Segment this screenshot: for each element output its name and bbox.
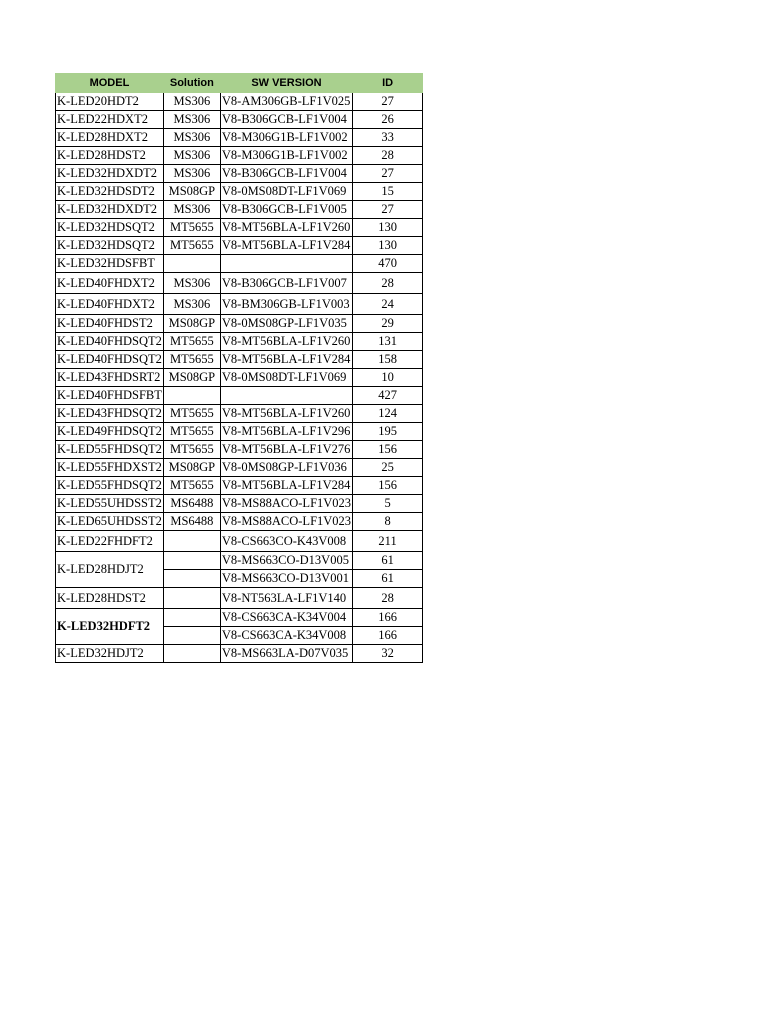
cell-sw-version: V8-MS663LA-D07V035 (220, 645, 352, 663)
table-row (56, 129, 423, 147)
cell-model: K-LED55FHDSQT2 (56, 441, 164, 459)
cell-id: 131 (353, 333, 423, 351)
cell-model: K-LED40FHDXT2 (56, 273, 164, 294)
cell-sw-version: V8-0MS08GP-LF1V035 (220, 315, 352, 333)
cell-sw-version: V8-NT563LA-LF1V140 (220, 588, 352, 609)
cell-model: K-LED65UHDSST2 (56, 513, 164, 531)
cell-solution: MS306 (163, 129, 220, 147)
cell-model: K-LED32HDXDT2 (56, 165, 164, 183)
cell-solution (163, 645, 220, 663)
cell-model: K-LED22HDXT2 (56, 111, 164, 129)
table-row (56, 111, 423, 129)
table-row (56, 237, 423, 255)
cell-solution: MT5655 (163, 351, 220, 369)
table-row (56, 552, 423, 570)
cell-model: K-LED40FHDSFBT (56, 387, 164, 405)
cell-id: 26 (353, 111, 423, 129)
cell-id: 166 (353, 627, 423, 645)
cell-id: 195 (353, 423, 423, 441)
cell-model: K-LED28HDST2 (56, 147, 164, 165)
table-row (56, 405, 423, 423)
cell-sw-version (220, 255, 352, 273)
cell-sw-version: V8-MT56BLA-LF1V284 (220, 477, 352, 495)
cell-model: K-LED43FHDSRT2 (56, 369, 164, 387)
table-row (56, 459, 423, 477)
cell-solution: MT5655 (163, 477, 220, 495)
cell-id: 27 (353, 201, 423, 219)
cell-id: 28 (353, 147, 423, 165)
cell-solution (163, 531, 220, 552)
table-row (56, 513, 423, 531)
cell-sw-version: V8-B306GCB-LF1V004 (220, 165, 352, 183)
cell-model: K-LED32HDSDT2 (56, 183, 164, 201)
cell-sw-version: V8-MS88ACO-LF1V023 (220, 513, 352, 531)
cell-model: K-LED40FHDSQT2 (56, 351, 164, 369)
cell-solution (163, 387, 220, 405)
cell-sw-version: V8-B306GCB-LF1V004 (220, 111, 352, 129)
cell-solution: MS08GP (163, 459, 220, 477)
table-row (56, 165, 423, 183)
table-row (56, 609, 423, 627)
cell-model: K-LED55FHDXST2 (56, 459, 164, 477)
table-row (56, 273, 423, 294)
cell-sw-version: V8-MT56BLA-LF1V260 (220, 333, 352, 351)
cell-model: K-LED40FHDST2 (56, 315, 164, 333)
table-row (56, 315, 423, 333)
table-row (56, 93, 423, 111)
cell-sw-version: V8-MT56BLA-LF1V260 (220, 219, 352, 237)
cell-id: 33 (353, 129, 423, 147)
cell-solution (163, 552, 220, 570)
cell-model: K-LED28HDJT2 (56, 552, 164, 588)
table-row (56, 588, 423, 609)
cell-sw-version: V8-MT56BLA-LF1V284 (220, 237, 352, 255)
header-row (56, 74, 423, 93)
cell-sw-version: V8-M306G1B-LF1V002 (220, 147, 352, 165)
cell-solution: MT5655 (163, 219, 220, 237)
cell-sw-version: V8-MS88ACO-LF1V023 (220, 495, 352, 513)
cell-solution: MT5655 (163, 333, 220, 351)
header-solution: Solution (163, 74, 220, 93)
cell-sw-version: V8-B306GCB-LF1V007 (220, 273, 352, 294)
cell-model: K-LED32HDSFBT (56, 255, 164, 273)
table-row (56, 201, 423, 219)
cell-model: K-LED32HDFT2 (56, 609, 164, 645)
cell-id: 124 (353, 405, 423, 423)
table-row (56, 351, 423, 369)
cell-id: 15 (353, 183, 423, 201)
cell-solution: MS306 (163, 111, 220, 129)
cell-id: 28 (353, 588, 423, 609)
table-row (56, 255, 423, 273)
table-row (56, 183, 423, 201)
cell-solution: MS306 (163, 147, 220, 165)
cell-model: K-LED55UHDSST2 (56, 495, 164, 513)
cell-id: 470 (353, 255, 423, 273)
cell-id: 25 (353, 459, 423, 477)
cell-solution: MS306 (163, 294, 220, 315)
cell-solution: MT5655 (163, 441, 220, 459)
table-row (56, 294, 423, 315)
table-row (56, 387, 423, 405)
header-sw-version: SW VERSION (220, 74, 352, 93)
cell-model: K-LED32HDSQT2 (56, 237, 164, 255)
cell-sw-version: V8-MT56BLA-LF1V284 (220, 351, 352, 369)
cell-id: 29 (353, 315, 423, 333)
cell-solution: MS08GP (163, 183, 220, 201)
table-row (56, 219, 423, 237)
table-row (56, 423, 423, 441)
cell-sw-version: V8-0MS08DT-LF1V069 (220, 183, 352, 201)
cell-solution (163, 588, 220, 609)
cell-sw-version: V8-MS663CO-D13V005 (220, 552, 352, 570)
cell-sw-version: V8-MT56BLA-LF1V260 (220, 405, 352, 423)
cell-sw-version: V8-B306GCB-LF1V005 (220, 201, 352, 219)
table-row (56, 147, 423, 165)
cell-id: 61 (353, 570, 423, 588)
cell-model: K-LED32HDJT2 (56, 645, 164, 663)
cell-id: 166 (353, 609, 423, 627)
cell-solution (163, 609, 220, 627)
cell-solution (163, 255, 220, 273)
cell-sw-version (220, 387, 352, 405)
cell-solution: MT5655 (163, 423, 220, 441)
cell-solution (163, 570, 220, 588)
cell-solution: MT5655 (163, 405, 220, 423)
table-row (56, 369, 423, 387)
cell-sw-version: V8-MT56BLA-LF1V276 (220, 441, 352, 459)
cell-sw-version: V8-M306G1B-LF1V002 (220, 129, 352, 147)
cell-id: 158 (353, 351, 423, 369)
cell-model: K-LED22FHDFT2 (56, 531, 164, 552)
model-software-table (55, 73, 423, 663)
cell-model: K-LED55FHDSQT2 (56, 477, 164, 495)
cell-id: 27 (353, 93, 423, 111)
cell-solution: MS08GP (163, 315, 220, 333)
cell-id: 130 (353, 219, 423, 237)
cell-solution: MS306 (163, 93, 220, 111)
cell-solution: MS306 (163, 273, 220, 294)
cell-sw-version: V8-CS663CA-K34V008 (220, 627, 352, 645)
cell-solution: MS306 (163, 165, 220, 183)
cell-id: 211 (353, 531, 423, 552)
cell-id: 28 (353, 273, 423, 294)
cell-sw-version: V8-MS663CO-D13V001 (220, 570, 352, 588)
header-model: MODEL (56, 74, 164, 93)
table-row (56, 477, 423, 495)
cell-id: 130 (353, 237, 423, 255)
cell-sw-version: V8-0MS08DT-LF1V069 (220, 369, 352, 387)
cell-sw-version: V8-BM306GB-LF1V003 (220, 294, 352, 315)
cell-id: 8 (353, 513, 423, 531)
cell-model: K-LED49FHDSQT2 (56, 423, 164, 441)
cell-id: 61 (353, 552, 423, 570)
cell-model: K-LED28HDXT2 (56, 129, 164, 147)
cell-id: 156 (353, 477, 423, 495)
cell-model: K-LED32HDSQT2 (56, 219, 164, 237)
cell-solution: MS08GP (163, 369, 220, 387)
cell-id: 10 (353, 369, 423, 387)
cell-id: 32 (353, 645, 423, 663)
table-row (56, 441, 423, 459)
table-row (56, 645, 423, 663)
cell-model: K-LED32HDXDT2 (56, 201, 164, 219)
cell-model: K-LED40FHDSQT2 (56, 333, 164, 351)
cell-id: 24 (353, 294, 423, 315)
cell-sw-version: V8-0MS08GP-LF1V036 (220, 459, 352, 477)
cell-model: K-LED20HDT2 (56, 93, 164, 111)
cell-model: K-LED28HDST2 (56, 588, 164, 609)
cell-model: K-LED40FHDXT2 (56, 294, 164, 315)
cell-solution: MS6488 (163, 495, 220, 513)
cell-sw-version: V8-MT56BLA-LF1V296 (220, 423, 352, 441)
table-row (56, 531, 423, 552)
cell-solution: MS6488 (163, 513, 220, 531)
cell-id: 27 (353, 165, 423, 183)
cell-sw-version: V8-CS663CA-K34V004 (220, 609, 352, 627)
header-id: ID (353, 74, 423, 93)
cell-id: 427 (353, 387, 423, 405)
cell-id: 5 (353, 495, 423, 513)
cell-solution: MS306 (163, 201, 220, 219)
cell-id: 156 (353, 441, 423, 459)
cell-sw-version: V8-AM306GB-LF1V025 (220, 93, 352, 111)
table-row (56, 333, 423, 351)
cell-sw-version: V8-CS663CO-K43V008 (220, 531, 352, 552)
table-row (56, 495, 423, 513)
cell-solution (163, 627, 220, 645)
cell-solution: MT5655 (163, 237, 220, 255)
cell-model: K-LED43FHDSQT2 (56, 405, 164, 423)
